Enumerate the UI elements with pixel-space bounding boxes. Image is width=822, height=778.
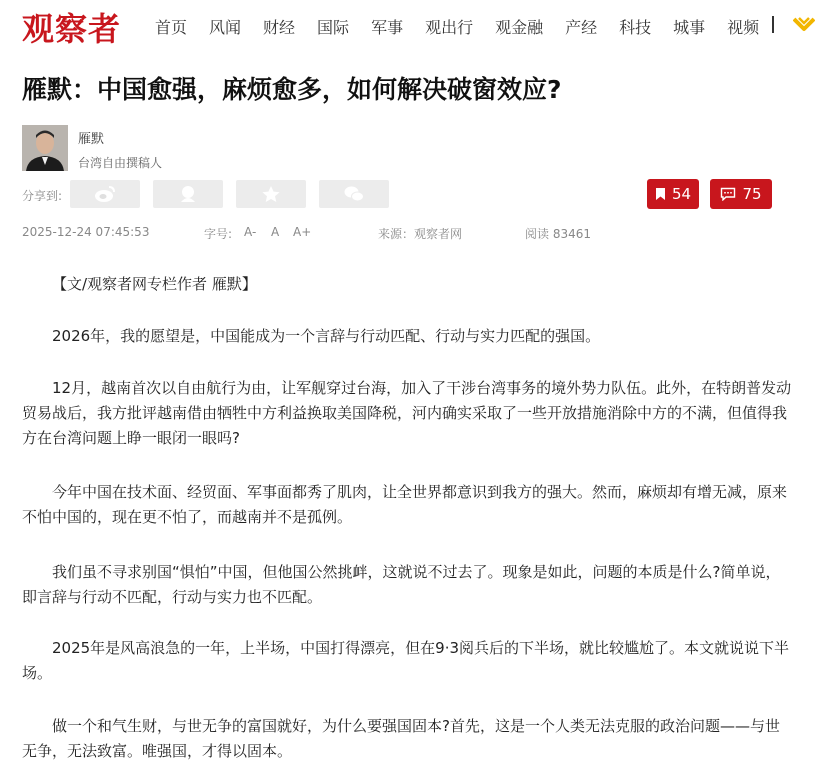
favorite-star-icon [260, 185, 282, 203]
article-source: 来源：观察者网 [378, 227, 463, 241]
wechat-icon [343, 185, 365, 203]
article-title: 雁默：中国愈强，麻烦愈多，如何解决破窗效应? [22, 75, 562, 104]
avatar-portrait-icon [22, 125, 68, 171]
nav-item-industry[interactable]: 产经 [565, 18, 598, 37]
share-weibo-button[interactable] [70, 180, 140, 208]
nav-item-finance[interactable]: 财经 [263, 18, 296, 37]
font-size-normal-button[interactable]: A [271, 225, 280, 239]
nav-item-city[interactable]: 城事 [673, 18, 706, 37]
qzone-icon [177, 185, 199, 203]
nav-item-home[interactable]: 首页 [155, 18, 188, 37]
nav-item-travel[interactable]: 观出行 [425, 18, 474, 37]
share-qzone-button[interactable] [153, 180, 223, 208]
author-name[interactable]: 雁默 [78, 132, 105, 147]
nav-item-fengwen[interactable]: 风闻 [209, 18, 242, 37]
logo-chevron-icon[interactable] [793, 16, 815, 34]
nav-item-tech[interactable]: 科技 [619, 18, 652, 37]
top-navigation-bar [0, 0, 822, 52]
bookmark-count: 54 [671, 185, 692, 203]
nav-item-military[interactable]: 军事 [371, 18, 404, 37]
bookmark-count-button[interactable] [647, 179, 699, 209]
share-wechat-button[interactable] [319, 180, 389, 208]
main-nav [155, 15, 781, 38]
publish-date: 2025-12-24 07:45:53 [22, 225, 150, 239]
font-size-label: 字号: [204, 227, 233, 241]
article-paragraph: 做一个和气生财，与世无争的富国就好，为什么要强国固本?首先，这是一个人类无法克服的政治问题——与世无争，无法致富。唯强国，才得以固本。 [22, 717, 780, 760]
article-paragraph: 2026年，我的愿望是，中国能成为一个言辞与行动匹配、行动与实力匹配的强国。 [52, 327, 601, 345]
nav-item-video[interactable]: 视频 [727, 18, 760, 37]
nav-item-money[interactable]: 观金融 [495, 18, 544, 37]
comment-count: 75 [742, 185, 762, 203]
author-title: 台湾自由撰稿人 [78, 156, 163, 170]
article-paragraph: 今年中国在技术面、经贸面、军事面都秀了肌肉，让全世界都意识到我方的强大。然而，麻烦却有增无减，原来不怕中国的，现在更不怕了，而越南并不是孤例。 [22, 483, 788, 526]
bookmark-icon [655, 187, 666, 201]
article-paragraph: 12月，越南首次以自由航行为由，让军舰穿过台海，加入了干涉台湾事务的境外势力队伍。此外，在特朗普发动贸易战后，我方批评越南借由牺牲中方利益换取美国降税，河内确实采取了一些开放措施消除中方的不满，但值得我方在台湾问题上睁一眼闭一眼吗? [22, 379, 792, 447]
comment-count-button[interactable] [710, 179, 772, 209]
article-paragraph: 我们虽不寻求别国“惧怕”中国，但他国公然挑衅，这就说不过去了。现象是如此，问题的本质是什么?简单说，即言辞与行动不匹配，行动与实力也不匹配。 [22, 563, 781, 606]
nav-divider [772, 16, 774, 33]
site-logo[interactable]: 观察者 [22, 10, 122, 48]
comment-icon [720, 187, 736, 201]
font-size-small-button[interactable]: A- [244, 225, 257, 239]
article-paragraph: 【文/观察者网专栏作者 雁默】 [52, 275, 257, 293]
article-paragraph: 2025年是风高浪急的一年，上半场，中国打得漂亮，但在9·3阅兵后的下半场，就比较尴尬了。本文就说说下半场。 [22, 639, 790, 682]
read-count: 阅读 83461 [525, 227, 591, 241]
share-favorite-button[interactable] [236, 180, 306, 208]
nav-item-international[interactable]: 国际 [317, 18, 350, 37]
weibo-icon [94, 185, 116, 203]
author-avatar[interactable] [22, 125, 68, 171]
share-label: 分享到: [22, 189, 63, 203]
font-size-large-button[interactable]: A+ [293, 225, 312, 239]
